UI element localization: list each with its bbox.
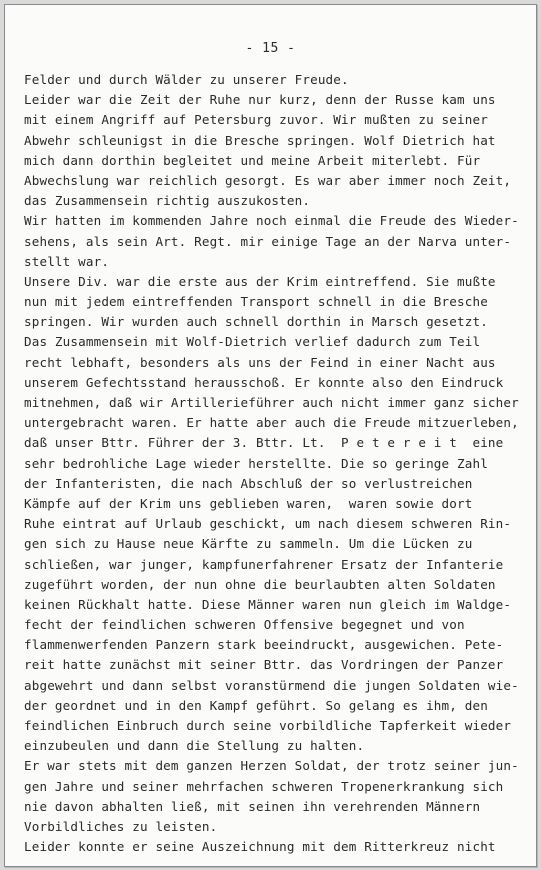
text-line: Abwehr schleunigst in die Bresche springen. Wolf Dietrich hat bbox=[24, 132, 496, 148]
text-line: feindlichen Einbruch durch seine vorbildliche Tapferkeit wieder bbox=[24, 718, 512, 733]
text-line: recht lebhaft, besonders als uns der Feind in einer Nacht aus bbox=[24, 354, 496, 370]
text-line: schließen, war junger, kampfunerfahrener Ersatz der Infanterie bbox=[24, 556, 504, 572]
text-line: nun mit jedem eintreffenden Transport schnell in die Bresche bbox=[24, 294, 488, 310]
text-line: Leider war die Zeit der Ruhe nur kurz, denn der Russe kam uns bbox=[24, 92, 496, 108]
text-line: zugeführt worden, der nun ohne die beurlaubten alten Soldaten bbox=[24, 576, 496, 592]
text-line: daß unser Bttr. Führer der 3. Bttr. Lt. P e t e r e i t eine bbox=[24, 435, 504, 451]
text-line: Wir hatten im kommenden Jahre noch einmal die Freude des Wieder- bbox=[24, 213, 519, 229]
text-line: fecht der feindlichen schweren Offensive begegnet und von bbox=[24, 617, 465, 633]
text-line: flammenwerfenden Panzern stark beeindruckt, ausgewichen. Pete- bbox=[24, 637, 504, 653]
text-line: sehens, als sein Art. Regt. mir einige Tage an der Narva unter- bbox=[24, 233, 512, 249]
text-line: das Zusammensein richtig auszukosten. bbox=[24, 193, 311, 209]
text-line: Vorbildliches zu leisten. bbox=[24, 818, 218, 834]
text-line: springen. Wir wurden auch schnell dorthin in Marsch gesetzt. bbox=[24, 314, 488, 330]
text-line: gen Jahre und seiner mehrfachen schweren Tropenerkrankung sich bbox=[24, 778, 504, 794]
text-line: Leider konnte er seine Auszeichnung mit dem Ritterkreuz nicht bbox=[24, 839, 496, 855]
text-line: Ruhe eintrat auf Urlaub geschickt, um nach diesem schweren Rin- bbox=[24, 516, 512, 532]
text-line: Abwechslung war reichlich gesorgt. Es war aber immer noch Zeit, bbox=[24, 172, 512, 188]
text-line: der Infanteristen, die nach Abschluß der so verlustreichen bbox=[24, 475, 473, 491]
text-line: nie davon abhalten ließ, mit seinen ihn verehrenden Männern bbox=[24, 798, 481, 814]
text-line: Das Zusammensein mit Wolf-Dietrich verlief dadurch zum Teil bbox=[24, 334, 481, 350]
text-line: mich dann dorthin begleitet und meine Arbeit miterlebt. Für bbox=[24, 152, 481, 168]
text-line: Felder und durch Wälder zu unserer Freude. bbox=[24, 72, 349, 87]
text-line: einzubeulen und dann die Stellung zu halten. bbox=[24, 738, 365, 754]
text-line: mitnehmen, daß wir Artillerieführer auch nicht immer ganz sicher bbox=[24, 395, 519, 410]
text-line: mit einem Angriff auf Petersburg zuvor. Wir mußten zu seiner bbox=[24, 112, 488, 128]
text-line: keinen Rückhalt hatte. Diese Männer waren nun gleich im Waldge- bbox=[24, 596, 512, 612]
text-line: Er war stets mit dem ganzen Herzen Soldat, der trotz seiner jun- bbox=[24, 758, 519, 774]
text-line: untergebracht waren. Er hatte aber auch die Freude mitzuerleben, bbox=[24, 415, 519, 431]
text-line: gen sich zu Hause neue Kärfte zu sammeln. Um die Lücken zu bbox=[24, 536, 473, 552]
page-number: - 15 - bbox=[245, 41, 296, 56]
text-line: stellt war. bbox=[24, 253, 110, 269]
text-line: Unsere Div. war die erste aus der Krim eintreffend. Sie mußte bbox=[24, 273, 496, 289]
text-line: der geordnet und in den Kampf geführt. So gelang es ihm, den bbox=[24, 697, 488, 713]
body-text bbox=[24, 70, 529, 857]
text-line: unserem Gefechtsstand herausschoß. Er konnte also den Eindruck bbox=[24, 374, 504, 390]
text-line: reit hatte zunächst mit seiner Bttr. das Vordringen der Panzer bbox=[24, 657, 504, 673]
text-line: sehr bedrohliche Lage wieder herstellte. Die so geringe Zahl bbox=[24, 455, 488, 471]
document-page bbox=[4, 4, 537, 867]
text-line: Kämpfe auf der Krim uns geblieben waren, waren sowie dort bbox=[24, 495, 473, 511]
text-line: abgewehrt und dann selbst voranstürmend die jungen Soldaten wie- bbox=[24, 677, 519, 693]
